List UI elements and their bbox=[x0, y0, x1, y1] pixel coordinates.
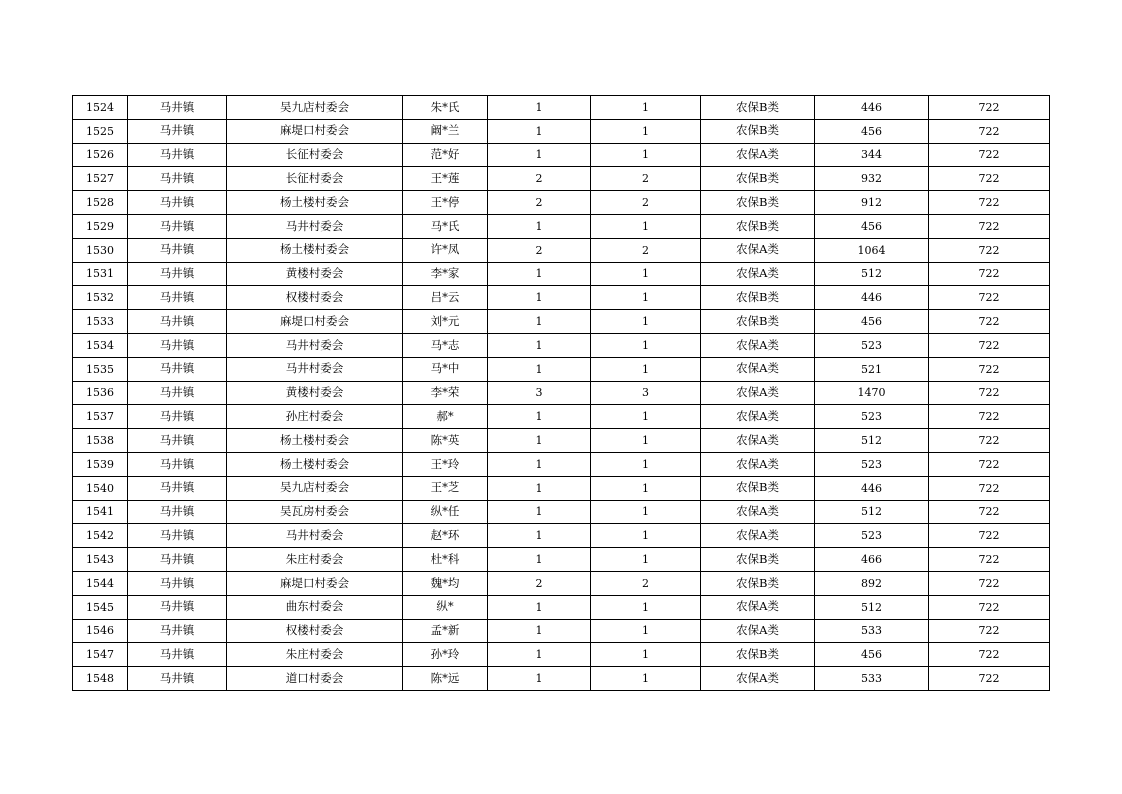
code-cell: 722 bbox=[929, 286, 1050, 310]
amount-cell: 512 bbox=[815, 262, 929, 286]
category-cell: 农保A类 bbox=[701, 381, 815, 405]
code-cell: 722 bbox=[929, 595, 1050, 619]
household-count-cell: 1 bbox=[488, 548, 591, 572]
row-index-cell: 1547 bbox=[73, 643, 128, 667]
amount-cell: 344 bbox=[815, 143, 929, 167]
amount-cell: 512 bbox=[815, 500, 929, 524]
household-count-cell: 1 bbox=[488, 96, 591, 120]
row-index-cell: 1528 bbox=[73, 191, 128, 215]
category-cell: 农保B类 bbox=[701, 571, 815, 595]
person-count-cell: 1 bbox=[591, 643, 701, 667]
person-count-cell: 1 bbox=[591, 333, 701, 357]
row-index-cell: 1532 bbox=[73, 286, 128, 310]
village-cell: 朱庄村委会 bbox=[227, 643, 403, 667]
person-count-cell: 2 bbox=[591, 167, 701, 191]
village-cell: 黄楼村委会 bbox=[227, 381, 403, 405]
town-cell: 马井镇 bbox=[128, 262, 227, 286]
category-cell: 农保B类 bbox=[701, 310, 815, 334]
table-row bbox=[73, 119, 1050, 143]
row-index-cell: 1545 bbox=[73, 595, 128, 619]
person-count-cell: 1 bbox=[591, 310, 701, 334]
code-cell: 722 bbox=[929, 262, 1050, 286]
table-row bbox=[73, 524, 1050, 548]
person-count-cell: 1 bbox=[591, 262, 701, 286]
person-count-cell: 3 bbox=[591, 381, 701, 405]
category-cell: 农保B类 bbox=[701, 476, 815, 500]
category-cell: 农保A类 bbox=[701, 357, 815, 381]
person-count-cell: 2 bbox=[591, 238, 701, 262]
person-count-cell: 2 bbox=[591, 191, 701, 215]
amount-cell: 533 bbox=[815, 619, 929, 643]
category-cell: 农保A类 bbox=[701, 667, 815, 691]
code-cell: 722 bbox=[929, 667, 1050, 691]
name-cell: 纵*任 bbox=[403, 500, 488, 524]
household-count-cell: 1 bbox=[488, 214, 591, 238]
town-cell: 马井镇 bbox=[128, 452, 227, 476]
household-count-cell: 1 bbox=[488, 357, 591, 381]
row-index-cell: 1543 bbox=[73, 548, 128, 572]
village-cell: 杨土楼村委会 bbox=[227, 452, 403, 476]
row-index-cell: 1536 bbox=[73, 381, 128, 405]
amount-cell: 932 bbox=[815, 167, 929, 191]
category-cell: 农保A类 bbox=[701, 405, 815, 429]
name-cell: 朱*氏 bbox=[403, 96, 488, 120]
amount-cell: 456 bbox=[815, 119, 929, 143]
category-cell: 农保A类 bbox=[701, 500, 815, 524]
table-row bbox=[73, 167, 1050, 191]
row-index-cell: 1531 bbox=[73, 262, 128, 286]
row-index-cell: 1525 bbox=[73, 119, 128, 143]
code-cell: 722 bbox=[929, 119, 1050, 143]
person-count-cell: 1 bbox=[591, 96, 701, 120]
name-cell: 陈*英 bbox=[403, 429, 488, 453]
name-cell: 赵*环 bbox=[403, 524, 488, 548]
name-cell: 马*氏 bbox=[403, 214, 488, 238]
row-index-cell: 1541 bbox=[73, 500, 128, 524]
amount-cell: 533 bbox=[815, 667, 929, 691]
category-cell: 农保B类 bbox=[701, 643, 815, 667]
town-cell: 马井镇 bbox=[128, 214, 227, 238]
town-cell: 马井镇 bbox=[128, 143, 227, 167]
row-index-cell: 1548 bbox=[73, 667, 128, 691]
person-count-cell: 1 bbox=[591, 214, 701, 238]
person-count-cell: 1 bbox=[591, 595, 701, 619]
category-cell: 农保B类 bbox=[701, 214, 815, 238]
amount-cell: 446 bbox=[815, 96, 929, 120]
village-cell: 朱庄村委会 bbox=[227, 548, 403, 572]
table-row bbox=[73, 667, 1050, 691]
table-row bbox=[73, 548, 1050, 572]
row-index-cell: 1530 bbox=[73, 238, 128, 262]
category-cell: 农保B类 bbox=[701, 548, 815, 572]
code-cell: 722 bbox=[929, 96, 1050, 120]
category-cell: 农保B类 bbox=[701, 96, 815, 120]
name-cell: 马*志 bbox=[403, 333, 488, 357]
name-cell: 范*好 bbox=[403, 143, 488, 167]
village-cell: 吴九店村委会 bbox=[227, 96, 403, 120]
household-count-cell: 1 bbox=[488, 119, 591, 143]
village-cell: 杨土楼村委会 bbox=[227, 429, 403, 453]
name-cell: 陈*远 bbox=[403, 667, 488, 691]
town-cell: 马井镇 bbox=[128, 238, 227, 262]
category-cell: 农保B类 bbox=[701, 119, 815, 143]
name-cell: 阚*兰 bbox=[403, 119, 488, 143]
town-cell: 马井镇 bbox=[128, 524, 227, 548]
household-count-cell: 1 bbox=[488, 405, 591, 429]
table-row bbox=[73, 429, 1050, 453]
person-count-cell: 1 bbox=[591, 143, 701, 167]
table-row bbox=[73, 191, 1050, 215]
household-count-cell: 1 bbox=[488, 643, 591, 667]
town-cell: 马井镇 bbox=[128, 310, 227, 334]
household-count-cell: 1 bbox=[488, 500, 591, 524]
row-index-cell: 1529 bbox=[73, 214, 128, 238]
amount-cell: 446 bbox=[815, 286, 929, 310]
household-count-cell: 1 bbox=[488, 286, 591, 310]
code-cell: 722 bbox=[929, 429, 1050, 453]
category-cell: 农保A类 bbox=[701, 262, 815, 286]
town-cell: 马井镇 bbox=[128, 643, 227, 667]
town-cell: 马井镇 bbox=[128, 167, 227, 191]
household-count-cell: 1 bbox=[488, 524, 591, 548]
village-cell: 曲东村委会 bbox=[227, 595, 403, 619]
person-count-cell: 1 bbox=[591, 500, 701, 524]
row-index-cell: 1533 bbox=[73, 310, 128, 334]
name-cell: 王*玲 bbox=[403, 452, 488, 476]
town-cell: 马井镇 bbox=[128, 333, 227, 357]
village-cell: 麻堤口村委会 bbox=[227, 571, 403, 595]
row-index-cell: 1526 bbox=[73, 143, 128, 167]
name-cell: 刘*元 bbox=[403, 310, 488, 334]
category-cell: 农保A类 bbox=[701, 238, 815, 262]
name-cell: 吕*云 bbox=[403, 286, 488, 310]
relief-table bbox=[72, 95, 1050, 691]
name-cell: 孙*玲 bbox=[403, 643, 488, 667]
code-cell: 722 bbox=[929, 452, 1050, 476]
amount-cell: 523 bbox=[815, 333, 929, 357]
name-cell: 王*莲 bbox=[403, 167, 488, 191]
table-row bbox=[73, 333, 1050, 357]
town-cell: 马井镇 bbox=[128, 381, 227, 405]
person-count-cell: 1 bbox=[591, 357, 701, 381]
amount-cell: 512 bbox=[815, 595, 929, 619]
name-cell: 马*中 bbox=[403, 357, 488, 381]
town-cell: 马井镇 bbox=[128, 286, 227, 310]
name-cell: 许*凤 bbox=[403, 238, 488, 262]
amount-cell: 512 bbox=[815, 429, 929, 453]
code-cell: 722 bbox=[929, 238, 1050, 262]
name-cell: 孟*新 bbox=[403, 619, 488, 643]
name-cell: 纵* bbox=[403, 595, 488, 619]
name-cell: 李*家 bbox=[403, 262, 488, 286]
name-cell: 李*荣 bbox=[403, 381, 488, 405]
amount-cell: 456 bbox=[815, 310, 929, 334]
person-count-cell: 1 bbox=[591, 119, 701, 143]
name-cell: 王*芝 bbox=[403, 476, 488, 500]
table-row bbox=[73, 238, 1050, 262]
category-cell: 农保A类 bbox=[701, 595, 815, 619]
code-cell: 722 bbox=[929, 500, 1050, 524]
town-cell: 马井镇 bbox=[128, 357, 227, 381]
code-cell: 722 bbox=[929, 214, 1050, 238]
category-cell: 农保A类 bbox=[701, 452, 815, 476]
person-count-cell: 1 bbox=[591, 619, 701, 643]
code-cell: 722 bbox=[929, 476, 1050, 500]
person-count-cell: 1 bbox=[591, 452, 701, 476]
code-cell: 722 bbox=[929, 381, 1050, 405]
household-count-cell: 3 bbox=[488, 381, 591, 405]
code-cell: 722 bbox=[929, 571, 1050, 595]
village-cell: 孙庄村委会 bbox=[227, 405, 403, 429]
category-cell: 农保A类 bbox=[701, 429, 815, 453]
table-row bbox=[73, 143, 1050, 167]
amount-cell: 521 bbox=[815, 357, 929, 381]
village-cell: 杨土楼村委会 bbox=[227, 238, 403, 262]
town-cell: 马井镇 bbox=[128, 191, 227, 215]
amount-cell: 446 bbox=[815, 476, 929, 500]
town-cell: 马井镇 bbox=[128, 595, 227, 619]
village-cell: 权楼村委会 bbox=[227, 286, 403, 310]
code-cell: 722 bbox=[929, 310, 1050, 334]
table-row bbox=[73, 452, 1050, 476]
name-cell: 王*停 bbox=[403, 191, 488, 215]
row-index-cell: 1542 bbox=[73, 524, 128, 548]
household-count-cell: 1 bbox=[488, 452, 591, 476]
code-cell: 722 bbox=[929, 643, 1050, 667]
household-count-cell: 2 bbox=[488, 571, 591, 595]
household-count-cell: 2 bbox=[488, 167, 591, 191]
person-count-cell: 1 bbox=[591, 548, 701, 572]
code-cell: 722 bbox=[929, 405, 1050, 429]
town-cell: 马井镇 bbox=[128, 571, 227, 595]
table-row bbox=[73, 571, 1050, 595]
household-count-cell: 1 bbox=[488, 333, 591, 357]
village-cell: 长征村委会 bbox=[227, 167, 403, 191]
code-cell: 722 bbox=[929, 524, 1050, 548]
row-index-cell: 1540 bbox=[73, 476, 128, 500]
document-page bbox=[72, 95, 1049, 691]
table-row bbox=[73, 595, 1050, 619]
code-cell: 722 bbox=[929, 191, 1050, 215]
amount-cell: 912 bbox=[815, 191, 929, 215]
person-count-cell: 1 bbox=[591, 405, 701, 429]
code-cell: 722 bbox=[929, 619, 1050, 643]
name-cell: 郝* bbox=[403, 405, 488, 429]
village-cell: 马井村委会 bbox=[227, 357, 403, 381]
village-cell: 道口村委会 bbox=[227, 667, 403, 691]
village-cell: 权楼村委会 bbox=[227, 619, 403, 643]
table-row bbox=[73, 619, 1050, 643]
household-count-cell: 1 bbox=[488, 476, 591, 500]
household-count-cell: 1 bbox=[488, 667, 591, 691]
town-cell: 马井镇 bbox=[128, 667, 227, 691]
table-row bbox=[73, 381, 1050, 405]
amount-cell: 466 bbox=[815, 548, 929, 572]
amount-cell: 523 bbox=[815, 452, 929, 476]
category-cell: 农保A类 bbox=[701, 619, 815, 643]
row-index-cell: 1539 bbox=[73, 452, 128, 476]
town-cell: 马井镇 bbox=[128, 548, 227, 572]
category-cell: 农保A类 bbox=[701, 143, 815, 167]
village-cell: 马井村委会 bbox=[227, 214, 403, 238]
table-row bbox=[73, 214, 1050, 238]
household-count-cell: 1 bbox=[488, 310, 591, 334]
person-count-cell: 1 bbox=[591, 429, 701, 453]
code-cell: 722 bbox=[929, 548, 1050, 572]
table-row bbox=[73, 476, 1050, 500]
village-cell: 长征村委会 bbox=[227, 143, 403, 167]
village-cell: 麻堤口村委会 bbox=[227, 119, 403, 143]
table-row bbox=[73, 405, 1050, 429]
village-cell: 吴九店村委会 bbox=[227, 476, 403, 500]
village-cell: 马井村委会 bbox=[227, 524, 403, 548]
person-count-cell: 1 bbox=[591, 286, 701, 310]
category-cell: 农保A类 bbox=[701, 333, 815, 357]
village-cell: 吴瓦房村委会 bbox=[227, 500, 403, 524]
town-cell: 马井镇 bbox=[128, 119, 227, 143]
amount-cell: 892 bbox=[815, 571, 929, 595]
row-index-cell: 1524 bbox=[73, 96, 128, 120]
town-cell: 马井镇 bbox=[128, 405, 227, 429]
row-index-cell: 1546 bbox=[73, 619, 128, 643]
town-cell: 马井镇 bbox=[128, 619, 227, 643]
code-cell: 722 bbox=[929, 357, 1050, 381]
town-cell: 马井镇 bbox=[128, 96, 227, 120]
household-count-cell: 1 bbox=[488, 143, 591, 167]
amount-cell: 456 bbox=[815, 643, 929, 667]
table-row bbox=[73, 357, 1050, 381]
table-row bbox=[73, 310, 1050, 334]
category-cell: 农保B类 bbox=[701, 167, 815, 191]
person-count-cell: 1 bbox=[591, 667, 701, 691]
person-count-cell: 1 bbox=[591, 524, 701, 548]
household-count-cell: 1 bbox=[488, 262, 591, 286]
table-row bbox=[73, 262, 1050, 286]
name-cell: 魏*均 bbox=[403, 571, 488, 595]
code-cell: 722 bbox=[929, 333, 1050, 357]
person-count-cell: 2 bbox=[591, 571, 701, 595]
village-cell: 马井村委会 bbox=[227, 333, 403, 357]
table-row bbox=[73, 286, 1050, 310]
amount-cell: 523 bbox=[815, 405, 929, 429]
amount-cell: 523 bbox=[815, 524, 929, 548]
category-cell: 农保B类 bbox=[701, 286, 815, 310]
household-count-cell: 2 bbox=[488, 191, 591, 215]
row-index-cell: 1538 bbox=[73, 429, 128, 453]
village-cell: 黄楼村委会 bbox=[227, 262, 403, 286]
row-index-cell: 1527 bbox=[73, 167, 128, 191]
household-count-cell: 1 bbox=[488, 429, 591, 453]
amount-cell: 1470 bbox=[815, 381, 929, 405]
amount-cell: 1064 bbox=[815, 238, 929, 262]
village-cell: 麻堤口村委会 bbox=[227, 310, 403, 334]
row-index-cell: 1537 bbox=[73, 405, 128, 429]
town-cell: 马井镇 bbox=[128, 476, 227, 500]
household-count-cell: 1 bbox=[488, 595, 591, 619]
amount-cell: 456 bbox=[815, 214, 929, 238]
household-count-cell: 1 bbox=[488, 619, 591, 643]
row-index-cell: 1544 bbox=[73, 571, 128, 595]
table-row bbox=[73, 500, 1050, 524]
person-count-cell: 1 bbox=[591, 476, 701, 500]
village-cell: 杨土楼村委会 bbox=[227, 191, 403, 215]
household-count-cell: 2 bbox=[488, 238, 591, 262]
category-cell: 农保A类 bbox=[701, 524, 815, 548]
name-cell: 杜*科 bbox=[403, 548, 488, 572]
table-row bbox=[73, 643, 1050, 667]
code-cell: 722 bbox=[929, 167, 1050, 191]
category-cell: 农保B类 bbox=[701, 191, 815, 215]
row-index-cell: 1534 bbox=[73, 333, 128, 357]
town-cell: 马井镇 bbox=[128, 500, 227, 524]
town-cell: 马井镇 bbox=[128, 429, 227, 453]
table-body bbox=[73, 96, 1050, 691]
table-row bbox=[73, 96, 1050, 120]
code-cell: 722 bbox=[929, 143, 1050, 167]
row-index-cell: 1535 bbox=[73, 357, 128, 381]
